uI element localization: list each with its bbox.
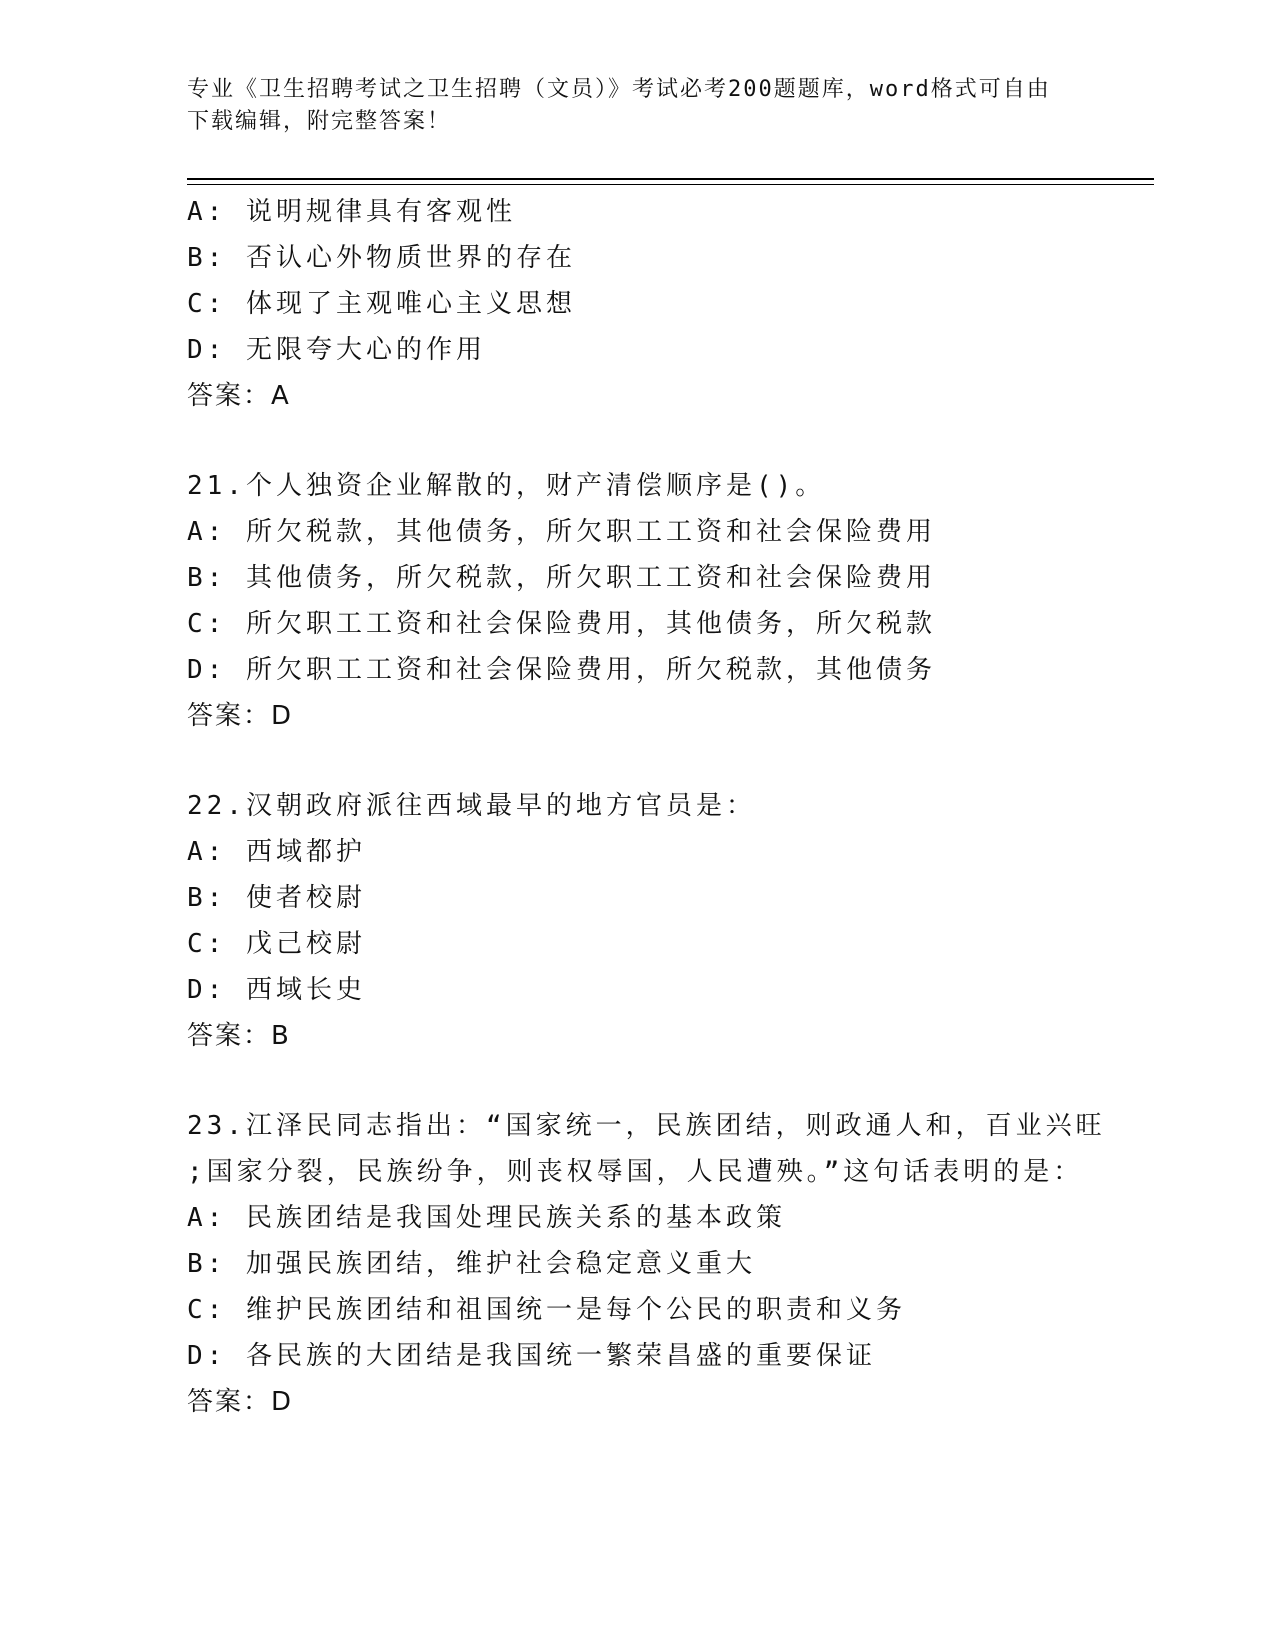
question-list: [187, 189, 1106, 1425]
answer-line: 答案：D: [187, 1387, 294, 1417]
option-c: C: 所欠职工工资和社会保险费用，其他债务，所欠税款: [187, 609, 936, 639]
answer-line: 答案：B: [187, 1021, 291, 1051]
question-block-21: [187, 463, 1087, 739]
question-block-22: [187, 783, 1087, 1059]
option-a: A: 西域都护: [187, 837, 366, 867]
question-stem-line-1: 23.江泽民同志指出：“国家统一，民族团结，则政通人和，百业兴旺: [187, 1111, 1106, 1141]
header-divider-thick: [187, 178, 1154, 180]
question-stem: 22.汉朝政府派往西域最早的地方官员是：: [187, 791, 756, 821]
option-c: C: 戊己校尉: [187, 929, 366, 959]
option-b: B: 加强民族团结，维护社会稳定意义重大: [187, 1249, 756, 1279]
answer-line: 答案：A: [187, 381, 291, 411]
option-b: B: 使者校尉: [187, 883, 366, 913]
option-d: D: 西域长史: [187, 975, 366, 1005]
answer-line: 答案：D: [187, 701, 294, 731]
header-divider-thin: [187, 184, 1154, 185]
option-c: C: 维护民族团结和祖国统一是每个公民的职责和义务: [187, 1295, 906, 1325]
option-c: C: 体现了主观唯心主义思想: [187, 289, 576, 319]
option-b: B: 否认心外物质世界的存在: [187, 243, 576, 273]
option-a: A: 说明规律具有客观性: [187, 197, 516, 227]
option-a: A: 所欠税款，其他债务，所欠职工工资和社会保险费用: [187, 517, 936, 547]
option-d: D: 所欠职工工资和社会保险费用，所欠税款，其他债务: [187, 655, 936, 685]
option-b: B: 其他债务，所欠税款，所欠职工工资和社会保险费用: [187, 563, 936, 593]
question-block-23: [187, 1103, 1106, 1425]
option-a: A: 民族团结是我国处理民族关系的基本政策: [187, 1203, 786, 1233]
question-block-20: [187, 189, 1087, 419]
question-stem: 21.个人独资企业解散的，财产清偿顺序是()。: [187, 471, 826, 501]
document-header: 专业《卫生招聘考试之卫生招聘（文员）》考试必考200题题库，word格式可自由下载编辑，附完整答案！: [187, 77, 1051, 134]
option-d: D: 无限夸大心的作用: [187, 335, 486, 365]
option-d: D: 各民族的大团结是我国统一繁荣昌盛的重要保证: [187, 1341, 876, 1371]
question-stem-line-2: ;国家分裂，民族纷争，则丧权辱国，人民遭殃。”这句话表明的是：: [187, 1157, 1084, 1187]
